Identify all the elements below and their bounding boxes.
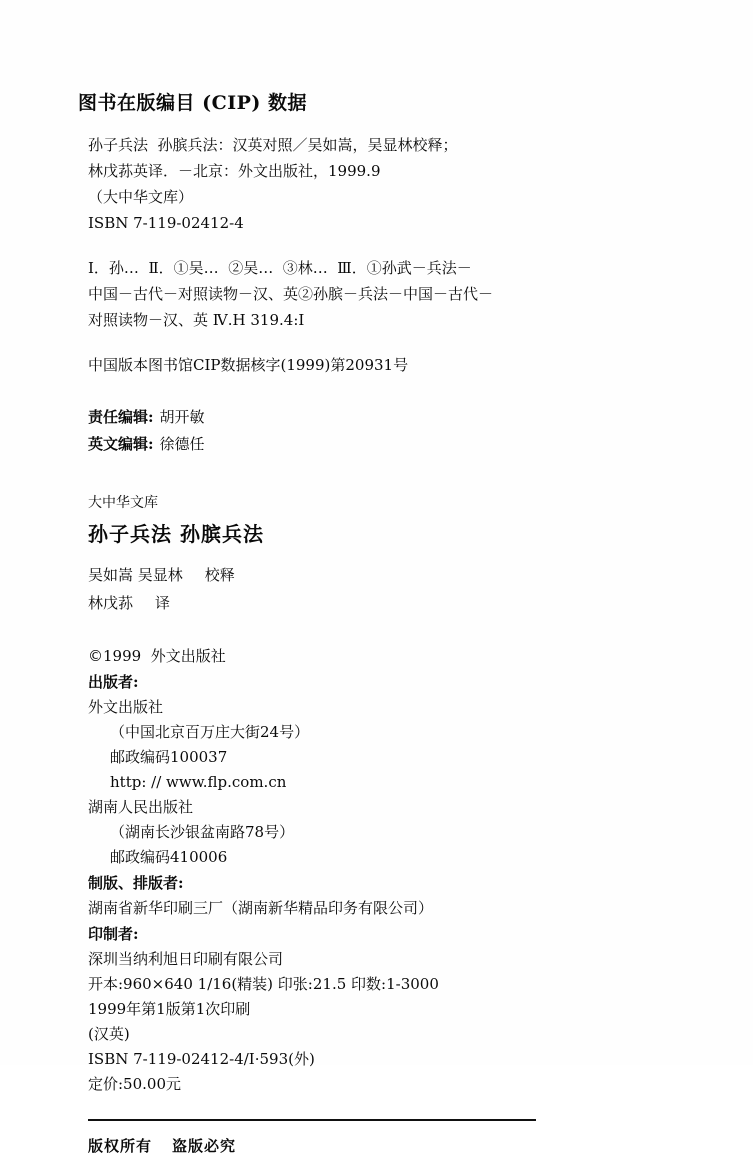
price-line: 定价:50.00元 [88, 1075, 181, 1093]
publisher-entry: （湖南长沙银盆南路78号） [110, 823, 295, 841]
english-editor-row [78, 431, 678, 458]
publisher-entry: 湖南人民出版社 [88, 798, 194, 816]
print-edition: 1999年第1版第1次印刷 [88, 1000, 251, 1018]
author-names-2: 林戊荪 [88, 594, 134, 612]
cip-line: 林戊荪英译．－北京：外文出版社，1999.9 [88, 162, 381, 180]
cip-number-text: 中国版本图书馆CIP数据核字(1999)第20931号 [88, 356, 409, 374]
responsible-editor-value: 胡开敏 [159, 408, 205, 426]
series-label: 大中华文库 [88, 495, 158, 511]
print-spec: 开本:960×640 1/16(精装) 印张:21.5 印数:1-3000 [88, 975, 439, 993]
publisher-entry: 外文出版社 [88, 698, 164, 716]
print-language: (汉英) [88, 1025, 130, 1043]
copyright-year: 1999 [103, 647, 142, 665]
author-role-1: 校释 [204, 566, 235, 584]
cip-number [78, 352, 678, 378]
footer-right: 盗版必究 [172, 1137, 237, 1155]
publisher-entry: 邮政编码410006 [110, 848, 228, 866]
classification-line: Ⅰ．孙… Ⅱ．①吴… ②吴… ③林… Ⅲ．①孙武－兵法－ [88, 259, 472, 277]
publisher-website: http: // www.flp.com.cn [110, 773, 287, 791]
author-role-2: 译 [155, 594, 171, 612]
classification-line: 中国－古代－对照读物－汉、英②孙膑－兵法－中国－古代－ [88, 285, 494, 303]
printer-label: 印制者: [88, 925, 139, 943]
author-row-2 [78, 589, 678, 617]
copyright-row [78, 643, 678, 669]
book-title: 孙子兵法 孙膑兵法 [88, 522, 264, 546]
footer-left: 版权所有 [88, 1137, 153, 1155]
typesetting-entry: 湖南省新华印刷三厂（湖南新华精品印务有限公司） [88, 899, 434, 917]
page-content [78, 88, 678, 1156]
publisher-entry: 邮政编码100037 [110, 748, 228, 766]
copyright-publisher: 外文出版社 [150, 647, 226, 665]
english-editor-value: 徐德任 [159, 435, 205, 453]
isbn-line: ISBN 7-119-02412-4/Ⅰ·593(外) [88, 1050, 315, 1068]
printer-entry: 深圳当纳利旭日印刷有限公司 [88, 950, 284, 968]
responsible-editor-row [78, 404, 678, 431]
footer-notice [78, 1135, 678, 1156]
classification-record [78, 255, 678, 333]
page-title: 图书在版编目 (CIP) 数据 [78, 92, 308, 114]
author-row-1 [78, 561, 678, 589]
typesetting-label: 制版、排版者: [88, 874, 184, 892]
cip-line: （大中华文库） [88, 188, 194, 206]
cip-line: 孙子兵法 孙膑兵法：汉英对照／吴如嵩，吴显林校释； [88, 136, 458, 154]
publisher-entry: （中国北京百万庄大街24号） [110, 723, 310, 741]
divider [88, 1119, 536, 1121]
publisher-label: 出版者: [88, 673, 139, 691]
cip-line: ISBN 7-119-02412-4 [88, 214, 244, 232]
responsible-editor-label: 责任编辑: [88, 408, 154, 426]
author-names-1: 吴如嵩 吴显林 [88, 566, 183, 584]
copyright-icon: © [88, 647, 103, 665]
cip-record [78, 132, 678, 236]
classification-line: 对照读物－汉、英 Ⅳ.H 319.4:Ⅰ [88, 311, 305, 329]
english-editor-label: 英文编辑: [88, 435, 154, 453]
